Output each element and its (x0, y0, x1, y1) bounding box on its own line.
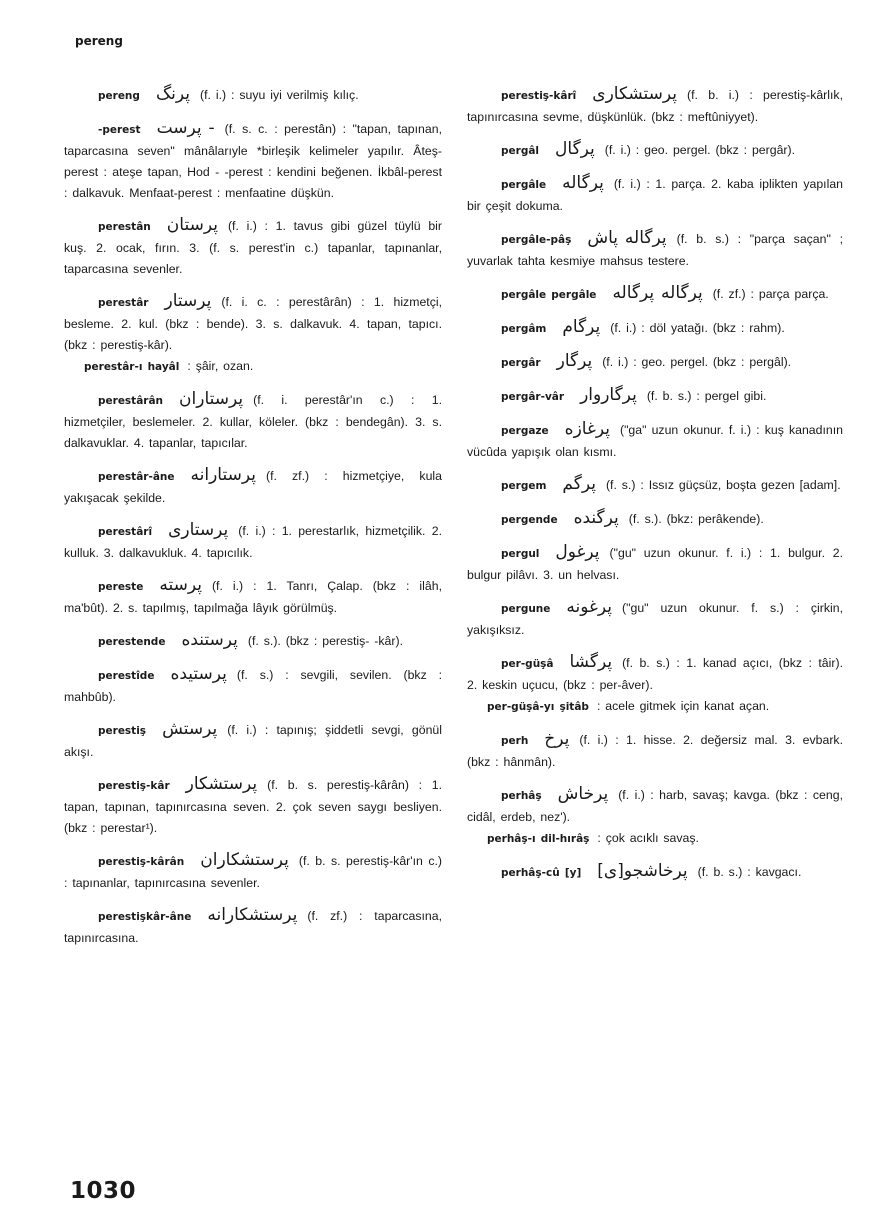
dictionary-entry (467, 597, 843, 641)
headword: perestiş-kârî (501, 90, 577, 102)
definition: (f. zf.) : taparcasına, tapınırcasına. (64, 909, 442, 945)
headword: pergâle (501, 179, 547, 191)
headword: perhâş-cû [y] (501, 867, 582, 879)
ottoman-script: پرستاران (179, 389, 244, 409)
headword: perestîde (98, 670, 155, 682)
definition: : çok acıklı savaş. (597, 831, 699, 845)
ottoman-script: پرخ (544, 729, 570, 749)
dictionary-entry (64, 215, 442, 280)
running-header: pereng (75, 34, 123, 48)
ottoman-script: پرخاش (557, 784, 609, 804)
headword: perestişkâr-âne (98, 911, 192, 923)
ottoman-script: پرستیده (170, 664, 227, 684)
ottoman-script: - پرست (156, 118, 215, 138)
ottoman-script: پرغونه (566, 597, 613, 617)
ottoman-script: پرستشکاری (592, 84, 677, 104)
headword: perestiş-kârân (98, 856, 185, 868)
dictionary-entry (467, 317, 843, 340)
dictionary-entry (64, 291, 442, 356)
definition: (f. i.) : geo. pergel. (bkz : pergâr). (604, 143, 796, 157)
ottoman-script: پرستش (162, 719, 218, 739)
dictionary-entry (467, 84, 843, 128)
definition: (f. b. s.) : "parça saçan" ; yuvarlak tahta kesmiye mahsus testere. (467, 232, 843, 268)
definition: (f. i.) : suyu iyi verilmiş kılıç. (200, 88, 359, 102)
definition: (f. i.) : 1. hisse. 2. değersiz mal. 3. evbark. (bkz : hânmân). (467, 733, 843, 769)
definition: (f. zf.) : parça parça. (712, 287, 829, 301)
dictionary-entry (467, 474, 843, 497)
definition: (f. s. c. : perestân) : "tapan, tapınan, taparcasına seven" mânâlarıyle *birleşik kelimeler yapılır. Âteş-perest : ateşe tapan, Hod - -perest : kendini beğenen. İkbâl-perest : dalkavuk. Menfaat-perest : menfaatine düşkün. (64, 122, 442, 200)
definition: (f. i.) : döl yatağı. (bkz : rahm). (610, 321, 785, 335)
left-column (64, 84, 442, 949)
ottoman-script: پرنگ (155, 84, 190, 104)
headword: -perest (98, 124, 141, 136)
headword: pergâr (501, 357, 541, 369)
headword: perh (501, 735, 529, 747)
dictionary-entry (467, 351, 843, 374)
definition: (f. b. s. perestiş-kârân) : 1. tapan, tapınan, tapınırcasına seven. 2. çok seven saygı besliyen. (bkz : perestar¹). (64, 778, 442, 835)
definition: : acele gitmek için kanat açan. (596, 699, 770, 713)
right-column (467, 84, 843, 884)
headword: perhâş-ı dil-hırâş (487, 833, 590, 845)
headword: per-güşâ (501, 658, 554, 670)
headword: perestâr-ı hayâl (84, 361, 180, 373)
ottoman-script: پرخاشجو[ی] (597, 861, 688, 881)
definition: (f. i. c. : perestârân) : 1. hizmetçi, besleme. 2. kul. (bkz : bende). 3. s. dalkavuk. 4. tapan, tapıcı. (bkz : perestiş-kâr). (64, 295, 442, 352)
definition: (f. i.) : 1. perestarlık, hizmetçilik. 2. kulluk. 3. dalkavukluk. 4. tapıcılık. (64, 524, 442, 560)
headword: pergâm (501, 323, 547, 335)
headword: perestârân (98, 395, 164, 407)
headword: perestende (98, 636, 166, 648)
ottoman-script: پرغول (555, 542, 600, 562)
definition: (f. s.). (bkz: perâkende). (628, 512, 764, 526)
ottoman-script: پرگاروار (580, 385, 637, 405)
dictionary-entry (467, 139, 843, 162)
definition: (f. b. s. perestiş-kâr'ın c.) : tapınanlar, tapınırcasına sevenler. (64, 854, 442, 890)
headword: pergune (501, 603, 551, 615)
definition: (f. s.). (bkz : perestiş- -kâr). (247, 634, 403, 648)
headword: perestiş (98, 725, 147, 737)
dictionary-entry (64, 719, 442, 763)
definition: ("ga" uzun okunur. f. i.) : kuş kanadının vücûda yapışık olan kısmı. (467, 423, 843, 459)
ottoman-script: پرگاله پرگاله (612, 283, 703, 303)
ottoman-script: پرگام (562, 317, 601, 337)
dictionary-entry (64, 389, 442, 454)
definition: (f. b. s.) : 1. kanad açıcı, (bkz : tâir). 2. keskin uçucu, (bkz : per-âver). (467, 656, 843, 692)
definition: (f. b. s.) : pergel gibi. (646, 389, 767, 403)
dictionary-entry (467, 283, 843, 306)
headword: pergul (501, 548, 540, 560)
ottoman-script: پرستان (166, 215, 218, 235)
definition: (f. b. i.) : perestiş-kârlık, tapınırcasına sevme, düşkünlük. (bkz : meftûniyyet). (467, 88, 843, 124)
ottoman-script: پرستشکار (185, 774, 258, 794)
dictionary-entry (64, 520, 442, 564)
dictionary-entry (467, 228, 843, 272)
ottoman-script: پرگشا (569, 652, 613, 672)
headword: pergem (501, 480, 547, 492)
headword: pereste (98, 581, 144, 593)
definition: (f. i.) : 1. parça. 2. kaba iplikten yapılan bir çeşit dokuma. (467, 177, 843, 213)
dictionary-entry (64, 465, 442, 509)
ottoman-script: پرسته (159, 575, 202, 595)
headword: pergaze (501, 425, 549, 437)
headword: perestân (98, 221, 151, 233)
headword: pergâr-vâr (501, 391, 565, 403)
ottoman-script: پرستنده (181, 630, 238, 650)
headword: per-güşâ-yı şitâb (487, 701, 589, 713)
dictionary-entry (467, 861, 843, 884)
dictionary-entry (467, 784, 843, 828)
definition: ("gu" uzun okunur. f. s.) : çirkin, yakışıksız. (467, 601, 843, 637)
headword: pergâl (501, 145, 540, 157)
dictionary-entry (64, 84, 442, 107)
headword: pergende (501, 514, 558, 526)
ottoman-script: پرگال (555, 139, 595, 159)
ottoman-script: پرگاله (562, 173, 604, 193)
definition: (f. i. perestâr'ın c.) : 1. hizmetçiler, beslemeler. 2. kullar, köleler. (bkz : bendegân). 3. s. dalkavuklar. 4. tapanlar, tapıcılar. (64, 393, 442, 450)
definition: (f. s.) : sevgili, sevilen. (bkz : mahbûb). (64, 668, 442, 704)
dictionary-entry (467, 729, 843, 773)
ottoman-script: پرغازه (564, 419, 610, 439)
ottoman-script: پرستشکارانه (207, 905, 298, 925)
ottoman-script: پرگم (562, 474, 596, 494)
definition: (f. i.) : 1. Tanrı, Çalap. (bkz : ilâh, ma'bût). 2. s. tapılmış, tapılmağa lâyık görülmüş. (64, 579, 442, 615)
definition: (f. s.) : Issız güçsüz, boşta gezen [adam]. (605, 478, 841, 492)
definition: (f. zf.) : hizmetçiye, kula yakışacak şekilde. (64, 469, 442, 505)
headword: pergâle pergâle (501, 289, 597, 301)
headword: perhâş (501, 790, 542, 802)
ottoman-script: پرستشکاران (200, 850, 289, 870)
ottoman-script: پرگار (556, 351, 593, 371)
headword: pereng (98, 90, 140, 102)
dictionary-entry (467, 652, 843, 696)
ottoman-script: پرستار (164, 291, 212, 311)
headword: perestiş-kâr (98, 780, 170, 792)
definition: ("gu" uzun okunur. f. i.) : 1. bulgur. 2. bulgur pilâvı. 3. un helvası. (467, 546, 843, 582)
definition: : şâir, ozan. (187, 359, 254, 373)
dictionary-entry (467, 173, 843, 217)
dictionary-entry (64, 118, 442, 204)
dictionary-entry (64, 774, 442, 839)
sub-entry (84, 356, 442, 378)
dictionary-entry (467, 542, 843, 586)
dictionary-entry (64, 575, 442, 619)
headword: perestâr (98, 297, 149, 309)
ottoman-script: پرستارانه (190, 465, 256, 485)
definition: (f. i.) : geo. pergel. (bkz : pergâl). (602, 355, 792, 369)
ottoman-script: پرستاری (168, 520, 229, 540)
dictionary-entry (467, 385, 843, 408)
page-number: 1030 (70, 1178, 137, 1204)
dictionary-entry (64, 664, 442, 708)
sub-entry (487, 696, 843, 718)
definition: (f. b. s.) : kavgacı. (697, 865, 802, 879)
ottoman-script: پرگاله پاش (587, 228, 667, 248)
ottoman-script: پرگنده (573, 508, 619, 528)
dictionary-entry (64, 630, 442, 653)
sub-entry (487, 828, 843, 850)
definition: (f. i.) : tapınış; şiddetli sevgi, gönül akışı. (64, 723, 442, 759)
dictionary-entry (467, 508, 843, 531)
definition: (f. i.) : harb, savaş; kavga. (bkz : ceng, cidâl, erdeb, nez'). (467, 788, 843, 824)
dictionary-entry (467, 419, 843, 463)
headword: pergâle-pâş (501, 234, 572, 246)
dictionary-entry (64, 905, 442, 949)
definition: (f. i.) : 1. tavus gibi güzel tüylü bir kuş. 2. ocak, fırın. 3. (f. s. perest'in c.) tapanlar, tapınanlar, taparcasına sevenler. (64, 219, 442, 276)
headword: perestârî (98, 526, 153, 538)
headword: perestâr-âne (98, 471, 175, 483)
dictionary-entry (64, 850, 442, 894)
